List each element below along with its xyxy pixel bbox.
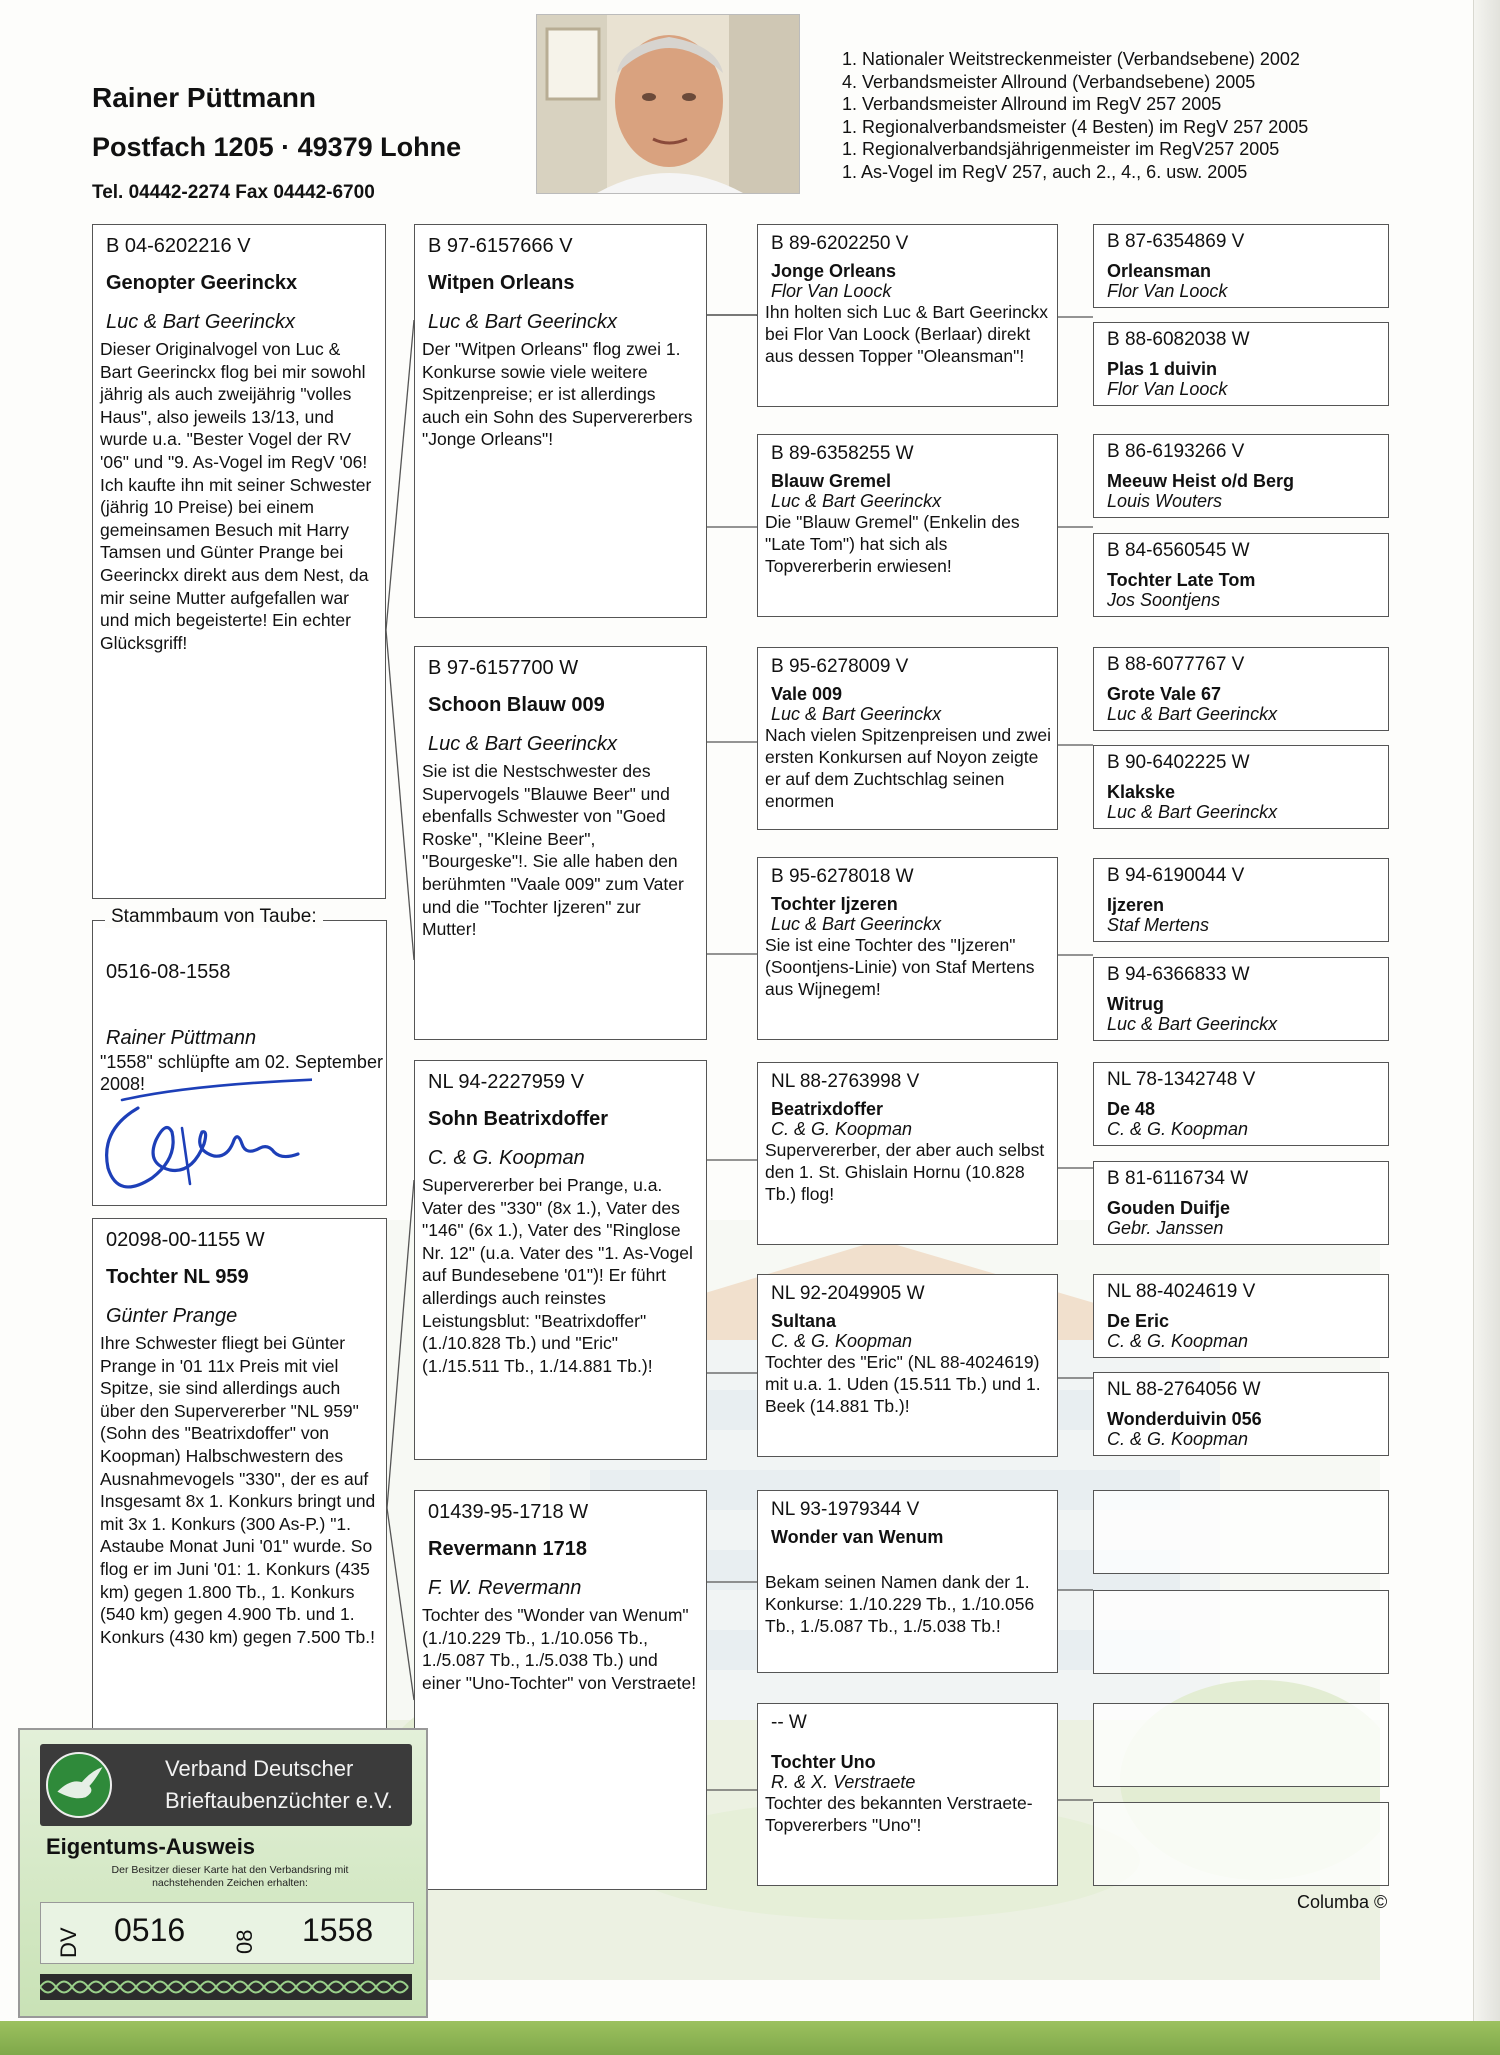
description: Sie ist eine Tochter des "Ijzeren" (Soontjens-Linie) von Staf Mertens aus Wijnegem! bbox=[765, 935, 1035, 999]
breeder: C. & G. Koopman bbox=[771, 1119, 913, 1139]
ring-year: 08 bbox=[232, 1929, 257, 1954]
pigeon-name: Vale 009 bbox=[771, 684, 843, 704]
ring-number: B 94-6190044 V bbox=[1107, 865, 1245, 886]
pigeon-name: De Eric bbox=[1107, 1311, 1170, 1331]
breeder: C. & G. Koopman bbox=[1107, 1331, 1249, 1351]
achievement-item: 4. Verbandsmeister Allround (Verbandsebene) 2005 bbox=[842, 71, 1256, 92]
description: Ihn holten sich Luc & Bart Geerinckx bei Flor Van Loock (Berlaar) direkt aus dessen Topper "Oleansman"! bbox=[765, 302, 1049, 366]
pigeon-name: Witpen Orleans bbox=[428, 272, 575, 294]
pigeon-name: Klakske bbox=[1107, 782, 1176, 802]
breeder: Luc & Bart Geerinckx bbox=[106, 311, 295, 333]
breeder: Luc & Bart Geerinckx bbox=[428, 733, 617, 755]
pigeon-name: Orleansman bbox=[1107, 261, 1212, 281]
copyright-notice: Columba © bbox=[1297, 1892, 1388, 1912]
ring-number: NL 93-1979344 V bbox=[771, 1499, 920, 1520]
stammbaum-ring: 0516-08-1558 bbox=[106, 961, 231, 983]
breeder: Gebr. Janssen bbox=[1107, 1218, 1224, 1238]
breeder: Louis Wouters bbox=[1107, 491, 1223, 511]
stammbaum-owner: Rainer Püttmann bbox=[106, 1027, 257, 1049]
grandparent-card bbox=[757, 1703, 1058, 1886]
ring-number: NL 94-2227959 V bbox=[428, 1071, 585, 1093]
breeder: Luc & Bart Geerinckx bbox=[771, 704, 942, 724]
parent-card bbox=[414, 1060, 707, 1460]
achievement-item: 1. Nationaler Weitstreckenmeister (Verbandsebene) 2002 bbox=[842, 49, 1300, 69]
pigeon-name: Tochter Ijzeren bbox=[771, 894, 898, 914]
pigeon-name: Grote Vale 67 bbox=[1107, 684, 1222, 704]
breeder: Staf Mertens bbox=[1107, 915, 1210, 935]
pigeon-name: Witrug bbox=[1107, 994, 1164, 1014]
ownership-card-fineprint: Der Besitzer dieser Karte hat den Verbandsring mit nachstehenden Zeichen erhalten: bbox=[111, 1864, 349, 1889]
pigeon-name: Blauw Gremel bbox=[771, 471, 892, 491]
ring-number: B 04-6202216 V bbox=[106, 235, 251, 257]
great-grandparent-card bbox=[1093, 858, 1389, 942]
description: Bekam seinen Namen dank der 1. Konkurse: 1./10.229 Tb., 1./10.056 Tb., 1./5.087 Tb., 1./5.038 Tb.! bbox=[765, 1572, 1035, 1636]
pigeon-name: Sultana bbox=[771, 1311, 837, 1331]
grandparent-card bbox=[757, 647, 1058, 830]
breeder: Luc & Bart Geerinckx bbox=[1107, 802, 1278, 822]
pigeon-name: Wonderduivin 056 bbox=[1107, 1409, 1262, 1429]
bottom-green-strip bbox=[0, 2021, 1500, 2055]
grandparent-card bbox=[757, 1490, 1058, 1673]
pigeon-name: Plas 1 duivin bbox=[1107, 359, 1218, 379]
ring-number: B 88-6082038 W bbox=[1107, 329, 1250, 350]
decorative-pattern-band bbox=[40, 1974, 412, 2000]
great-grandparent-card bbox=[1093, 1372, 1389, 1456]
breeder: Jos Soontjens bbox=[1107, 590, 1221, 610]
ring-number: B 95-6278018 W bbox=[771, 866, 914, 887]
dam-card bbox=[92, 1218, 387, 1798]
breeder: Luc & Bart Geerinckx bbox=[1107, 704, 1278, 724]
ring-country-code: DV bbox=[56, 1927, 81, 1958]
great-grandparent-card bbox=[1093, 1802, 1389, 1886]
great-grandparent-card bbox=[1093, 1590, 1389, 1674]
grandparent-card bbox=[757, 857, 1058, 1040]
ring-number: B 89-6358255 W bbox=[771, 443, 914, 464]
great-grandparent-card bbox=[1093, 647, 1389, 731]
great-grandparent-card bbox=[1093, 957, 1389, 1041]
ring-number: NL 88-2764056 W bbox=[1107, 1379, 1261, 1400]
ring-number: NL 88-4024619 V bbox=[1107, 1281, 1256, 1302]
ring-number: 02098-00-1155 W bbox=[106, 1229, 265, 1251]
great-grandparent-card bbox=[1093, 533, 1389, 617]
breeder: C. & G. Koopman bbox=[1107, 1429, 1249, 1449]
breeder-phone: Tel. 04442-2274 Fax 04442-6700 bbox=[92, 182, 375, 203]
pigeon-name: Ijzeren bbox=[1107, 895, 1165, 915]
description: Supervererber, der aber auch selbst den 1. St. Ghislain Hornu (10.828 Tb.) flog! bbox=[765, 1140, 1045, 1204]
pigeon-name: Sohn Beatrixdoffer bbox=[428, 1108, 609, 1130]
achievement-item: 1. Verbandsmeister Allround im RegV 257 2005 bbox=[842, 94, 1222, 114]
pigeon-logo-icon bbox=[46, 1752, 112, 1818]
achievement-item: 1. Regionalverbandsmeister (4 Besten) im RegV 257 2005 bbox=[842, 116, 1309, 137]
breeder: C. & G. Koopman bbox=[771, 1331, 913, 1351]
achievement-item: 1. As-Vogel im RegV 257, auch 2., 4., 6. usw. 2005 bbox=[842, 161, 1248, 182]
pigeon-name: Tochter Uno bbox=[771, 1752, 876, 1772]
pigeon-name: Beatrixdoffer bbox=[771, 1099, 884, 1119]
great-grandparent-card bbox=[1093, 434, 1389, 518]
pigeon-name: Gouden Duifje bbox=[1107, 1198, 1230, 1218]
ring-number: B 90-6402225 W bbox=[1107, 752, 1250, 773]
pigeon-name: Jonge Orleans bbox=[771, 261, 897, 281]
page-edge-shadow bbox=[1473, 0, 1500, 2055]
stammbaum-label: Stammbaum von Taube: bbox=[105, 906, 323, 928]
ring-number: 01439-95-1718 W bbox=[428, 1501, 589, 1523]
achievement-list bbox=[842, 48, 1308, 183]
pigeon-name: Tochter Late Tom bbox=[1107, 570, 1256, 590]
pigeon-name: Schoon Blauw 009 bbox=[428, 694, 605, 716]
breeder: C. & G. Koopman bbox=[428, 1147, 585, 1169]
organisation-line-1: Verband Deutscher bbox=[165, 1756, 354, 1781]
stammbaum-note: "1558" schlüpfte am 02. September 2008! bbox=[100, 1052, 383, 1094]
breeder: C. & G. Koopman bbox=[1107, 1119, 1249, 1139]
description: Der "Witpen Orleans" flog zwei 1. Konkurse sowie viele weitere Spitzenpreise; er ist allerdings auch ein Sohn des Supervererbers "Jonge Orleans"! bbox=[422, 339, 693, 450]
great-grandparent-card bbox=[1093, 322, 1389, 406]
ring-number: B 95-6278009 V bbox=[771, 656, 909, 677]
ring-number: NL 88-2763998 V bbox=[771, 1071, 920, 1092]
breeder: Günter Prange bbox=[106, 1305, 238, 1327]
ring-number: B 97-6157700 W bbox=[428, 657, 579, 679]
ring-number: B 87-6354869 V bbox=[1107, 231, 1245, 252]
parent-card bbox=[414, 1490, 707, 1890]
description: Ihre Schwester fliegt bei Günter Prange in '01 11x Preis mit viel Spitze, sie sind allerdings auch über den Supervererber "NL 959" (Sohn des "Beatrixdoffer" von Koopman) Halbschwestern des Ausnahmevogels "330", der es auf Insgesamt 8x 1. Konkurs bringt und mit 3x 1. Konkurs (300 As-P.) "1. Astaube Monat Juni '01" wurde. So flog er im Juni '01: 1. Konkurs (435 km) gegen 1.800 Tb., 1. Konkurs (540 km) gegen 4.900 Tb. und 1. Konkurs (430 km) gegen 7.500 Tb.! bbox=[100, 1333, 376, 1647]
description: Tochter des "Eric" (NL 88-4024619) mit u.a. 1. Uden (15.511 Tb.) und 1. Beek (14.881 Tb.)! bbox=[765, 1352, 1041, 1416]
breeder: Luc & Bart Geerinckx bbox=[771, 914, 942, 934]
parent-card bbox=[414, 224, 707, 618]
pigeon-name: De 48 bbox=[1107, 1099, 1156, 1119]
ring-number: B 84-6560545 W bbox=[1107, 540, 1250, 561]
description: Sie ist die Nestschwester des Supervogels "Blauwe Beer" und ebenfalls Schwester von "Goed Roske", "Kleine Beer", "Bourgeske"!. Sie alle haben den berühmten "Vaale 009" zum Vater und die "Tochter Ijzeren" zur Mutter! bbox=[422, 761, 684, 940]
breeder: Luc & Bart Geerinckx bbox=[428, 311, 617, 333]
pigeon-name: Wonder van Wenum bbox=[771, 1527, 944, 1547]
grandparent-card bbox=[757, 224, 1058, 407]
great-grandparent-card bbox=[1093, 1274, 1389, 1358]
breeder: F. W. Revermann bbox=[428, 1577, 582, 1599]
breeder bbox=[771, 1547, 1057, 1571]
ring-number: B 88-6077767 V bbox=[1107, 654, 1245, 675]
ownership-card bbox=[18, 1728, 428, 2018]
description: Tochter des bekannten Verstraete-Topvererbers "Uno"! bbox=[765, 1793, 1033, 1835]
breeder-address: Postfach 1205 · 49379 Lohne bbox=[92, 132, 462, 162]
pigeon-name: Tochter NL 959 bbox=[106, 1266, 249, 1288]
ownership-card-title: Eigentums-Ausweis bbox=[46, 1834, 256, 1859]
pigeon-name: Revermann 1718 bbox=[428, 1538, 587, 1560]
parent-card bbox=[414, 646, 707, 1040]
organisation-line-2: Brieftaubenzüchter e.V. bbox=[165, 1788, 393, 1813]
pigeon-name: Meeuw Heist o/d Berg bbox=[1107, 471, 1295, 491]
ring-number: B 86-6193266 V bbox=[1107, 441, 1245, 462]
breeder: Flor Van Loock bbox=[771, 281, 892, 301]
grandparent-card bbox=[757, 1274, 1058, 1457]
achievement-item: 1. Regionalverbandsjährigenmeister im RegV257 2005 bbox=[842, 139, 1280, 159]
ring-number: B 81-6116734 W bbox=[1107, 1168, 1249, 1189]
ring-club-number: 0516 bbox=[114, 1912, 186, 1948]
grandparent-card bbox=[757, 1062, 1058, 1245]
breeder-photo bbox=[536, 14, 800, 194]
description: Tochter des "Wonder van Wenum" (1./10.229 Tb., 1./10.056 Tb., 1./5.087 Tb., 1./5.038 Tb.) und einer "Uno-Tochter" von Verstraete! bbox=[422, 1605, 697, 1693]
ring-number: B 97-6157666 V bbox=[428, 235, 573, 257]
description: Supervererber bei Prange, u.a. Vater des "330" (8x 1.), Vater des "146" (6x 1.), Vater des "Ringlose Nr. 12" (u.a. Vater des "1. As-Vogel auf Bundesebene '01")! Er führt allerdings auch reinstes Leistungsblut: "Beatrixdoffer" (1./10.828 Tb.) und "Eric" (1./15.511 Tb., 1./14.881 Tb.)! bbox=[422, 1175, 693, 1376]
ring-number: B 89-6202250 V bbox=[771, 233, 909, 254]
breeder: Luc & Bart Geerinckx bbox=[1107, 1014, 1278, 1034]
ring-serial: 1558 bbox=[302, 1912, 374, 1948]
description: Die "Blauw Gremel" (Enkelin des "Late Tom") hat sich als Topvererberin erwiesen! bbox=[765, 512, 1020, 576]
pigeon-name: Genopter Geerinckx bbox=[106, 272, 298, 294]
great-grandparent-card bbox=[1093, 224, 1389, 308]
description: Dieser Originalvogel von Luc & Bart Geerinckx flog bei mir sowohl jährig als auch zweijährig "volles Haus", also jeweils 13/13, und wurde u.a. "Bester Vogel der RV '06" und "9. As-Vogel im RegV '06! Ich kaufte ihn mit seiner Schwester (jährig 10 Preise) bei einem gemeinsamen Besuch mit Harry Tamsen und Günter Prange bei Geerinckx direkt aus dem Nest, da mir seine Mutter aufgefallen war und mich begeisterte! Ein echter Glücksgriff! bbox=[100, 339, 372, 653]
great-grandparent-card bbox=[1093, 745, 1389, 829]
signature-image bbox=[92, 1060, 312, 1200]
great-grandparent-card bbox=[1093, 1161, 1389, 1245]
ring-number: NL 92-2049905 W bbox=[771, 1283, 925, 1304]
ring-number: -- W bbox=[771, 1712, 807, 1733]
great-grandparent-card bbox=[1093, 1062, 1389, 1146]
description: Nach vielen Spitzenpreisen und zwei ersten Konkursen auf Noyon zeigte er auf dem Zuchtschlag seinen enormen bbox=[765, 725, 1051, 811]
great-grandparent-card bbox=[1093, 1703, 1389, 1787]
grandparent-card bbox=[757, 434, 1058, 617]
breeder: Flor Van Loock bbox=[1107, 379, 1228, 399]
breeder: Luc & Bart Geerinckx bbox=[771, 491, 942, 511]
great-grandparent-card bbox=[1093, 1490, 1389, 1574]
breeder-name: Rainer Püttmann bbox=[92, 82, 317, 113]
ownership-card-header bbox=[40, 1744, 412, 1826]
breeder: Flor Van Loock bbox=[1107, 281, 1228, 301]
subject-card bbox=[92, 224, 386, 899]
ring-number: B 94-6366833 W bbox=[1107, 964, 1250, 985]
breeder: R. & X. Verstraete bbox=[771, 1772, 916, 1792]
ring-number: NL 78-1342748 V bbox=[1107, 1069, 1256, 1090]
